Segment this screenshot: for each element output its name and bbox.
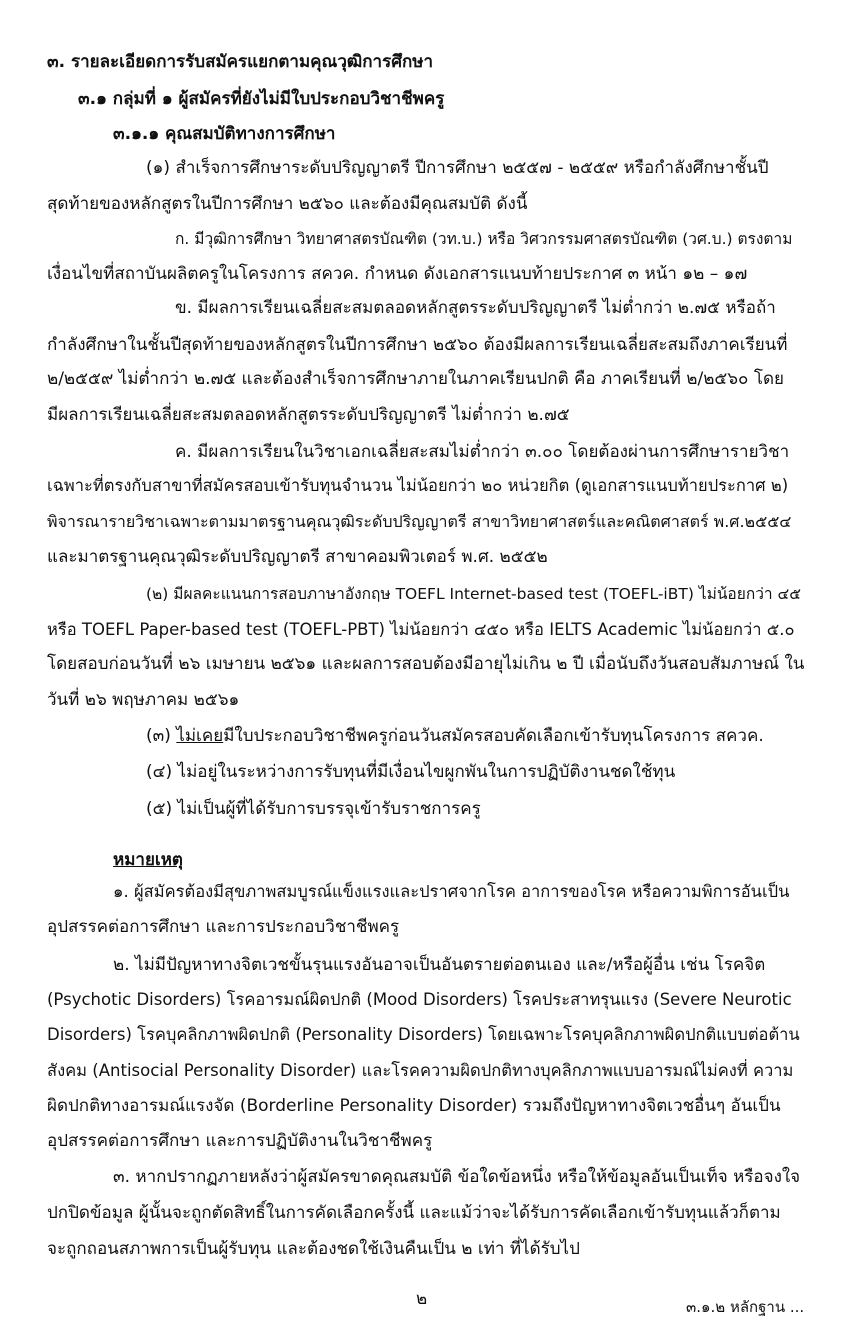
- note-2-line-6: อุปสรรคต่อการศึกษา และการปฏิบัติงานในวิชาชีพครู: [47, 1131, 433, 1151]
- item-3-number: (๓): [146, 726, 171, 746]
- note-1-line-1: ๑. ผู้สมัครต้องมีสุขภาพสมบูรณ์แข็งแรงและปราศจากโรค อาการของโรค หรือความพิการอันเป็น: [113, 882, 790, 901]
- page-number: ๒: [416, 1289, 428, 1309]
- section-heading-3: ๓. รายละเอียดการรับสมัครแยกตามคุณวุฒิการศึกษา: [47, 52, 434, 72]
- note-3-line-3: จะถูกถอนสภาพการเป็นผู้รับทุน และต้องชดใช้เงินคืนเป็น ๒ เท่า ที่ได้รับไป: [47, 1239, 580, 1259]
- item-2-line-4: วันที่ ๒๖ พฤษภาคม ๒๕๖๑: [47, 690, 240, 710]
- item-1-line-1: (๑) สำเร็จการศึกษาระดับปริญญาตรี ปีการศึกษา ๒๕๕๗ - ๒๕๕๙ หรือกำลังศึกษาชั้นปี: [146, 158, 769, 178]
- item-2-line-2: หรือ TOEFL Paper-based test (TOEFL-PBT) ไม่น้อยกว่า ๔๕๐ หรือ IELTS Academic ไม่น้อยกว่า ๕.๐: [47, 620, 795, 639]
- item-1b-line-2: กำลังศึกษาในชั้นปีสุดท้ายของหลักสูตรในปีการศึกษา ๒๕๖๐ ต้องมีผลการเรียนเฉลี่ยสะสมถึงภาคเรียนที่: [47, 335, 788, 355]
- item-3-underlined: ไม่เคย: [176, 726, 224, 746]
- item-2-line-1: (๒) มีผลคะแนนการสอบภาษาอังกฤษ TOEFL Internet-based test (TOEFL-iBT) ไม่น้อยกว่า ๔๕: [146, 585, 801, 603]
- item-2-line-3: โดยสอบก่อนวันที่ ๒๖ เมษายน ๒๕๖๑ และผลการสอบต้องมีอายุไม่เกิน ๒ ปี เมื่อนับถึงวันสอบสัมภาษณ์ ใน: [47, 654, 805, 674]
- item-3: [146, 724, 764, 748]
- note-2-line-1: ๒. ไม่มีปัญหาทางจิตเวชขั้นรุนแรงอันอาจเป็นอันตรายต่อตนเอง และ/หรือผู้อื่น เช่น โรคจิต: [113, 955, 766, 975]
- item-5: (๕) ไม่เป็นผู้ที่ได้รับการบรรจุเข้ารับราชการครู: [146, 799, 481, 819]
- note-2-line-3: Disorders) โรคบุคลิกภาพผิดปกติ (Personality Disorders) โดยเฉพาะโรคบุคลิกภาพผิดปกติแบบต่อต้าน: [47, 1025, 800, 1044]
- item-1-line-2: สุดท้ายของหลักสูตรในปีการศึกษา ๒๕๖๐ และต้องมีคุณสมบัติ ดังนี้: [47, 194, 528, 214]
- next-page-reference: ๓.๑.๒ หลักฐาน ...: [686, 1298, 805, 1316]
- note-2-line-4: สังคม (Antisocial Personality Disorder) และโรคความผิดปกติทางบุคลิกภาพแบบอารมณ์ไม่คงที่ ความ: [47, 1061, 794, 1080]
- section-heading-3-1: ๓.๑ กลุ่มที่ ๑ ผู้สมัครที่ยังไม่มีใบประกอบวิชาชีพครู: [78, 89, 445, 109]
- note-2-line-5: ผิดปกติทางอารมณ์แรงจัด (Borderline Personality Disorder) รวมถึงปัญหาทางจิตเวชอื่นๆ อันเป็น: [47, 1096, 781, 1116]
- item-1c-line-1: ค. มีผลการเรียนในวิชาเอกเฉลี่ยสะสมไม่ต่ำกว่า ๓.๐๐ โดยต้องผ่านการศึกษารายวิชา: [175, 442, 790, 462]
- item-1b-line-4: มีผลการเรียนเฉลี่ยสะสมตลอดหลักสูตรระดับปริญญาตรี ไม่ต่ำกว่า ๒.๗๕: [47, 405, 570, 425]
- note-2-line-2: (Psychotic Disorders) โรคอารมณ์ผิดปกติ (Mood Disorders) โรคประสาทรุนแรง (Severe Neurotic: [47, 990, 792, 1009]
- item-1c-line-3: พิจารณารายวิชาเฉพาะตามมาตรฐานคุณวุฒิระดับปริญญาตรี สาขาวิทยาศาสตร์และคณิตศาสตร์ พ.ศ.๒๕๕๔: [47, 512, 792, 531]
- item-1c-line-4: และมาตรฐานคุณวุฒิระดับปริญญาตรี สาขาคอมพิวเตอร์ พ.ศ. ๒๕๕๒: [47, 547, 548, 567]
- item-3-text: มีใบประกอบวิชาชีพครูก่อนวันสมัครสอบคัดเลือกเข้ารับทุนโครงการ สควค.: [223, 726, 764, 746]
- note-1-line-2: อุปสรรคต่อการศึกษา และการประกอบวิชาชีพครู: [47, 917, 400, 937]
- item-1a-line-2: เงื่อนไขที่สถาบันผลิตครูในโครงการ สควค. กำหนด ดังเอกสารแนบท้ายประกาศ ๓ หน้า ๑๒ – ๑๗: [47, 264, 748, 284]
- note-3-line-2: ปกปิดข้อมูล ผู้นั้นจะถูกตัดสิทธิ์ในการคัดเลือกครั้งนี้ และแม้ว่าจะได้รับการคัดเลือกเข้ารับทุนแล้วก็ตาม: [47, 1203, 781, 1223]
- item-1b-line-3: ๒/๒๕๕๙ ไม่ต่ำกว่า ๒.๗๕ และต้องสำเร็จการศึกษาภายในภาคเรียนปกติ คือ ภาคเรียนที่ ๒/๒๕๖๐ โดย: [47, 369, 784, 389]
- note-3-line-1: ๓. หากปรากฏภายหลังว่าผู้สมัครขาดคุณสมบัติ ข้อใดข้อหนึ่ง หรือให้ข้อมูลอันเป็นเท็จ หรือจงใจ: [113, 1167, 801, 1187]
- item-1b-line-1: ข. มีผลการเรียนเฉลี่ยสะสมตลอดหลักสูตรระดับปริญญาตรี ไม่ต่ำกว่า ๒.๗๕ หรือถ้า: [175, 298, 776, 318]
- section-heading-3-1-1: ๓.๑.๑ คุณสมบัติทางการศึกษา: [113, 124, 336, 144]
- item-1c-line-2: เฉพาะที่ตรงกับสาขาที่สมัครสอบเข้ารับทุนจำนวน ไม่น้อยกว่า ๒๐ หน่วยกิต (ดูเอกสารแนบท้ายประกาศ ๒): [47, 476, 789, 495]
- item-4: (๔) ไม่อยู่ในระหว่างการรับทุนที่มีเงื่อนไขผูกพันในการปฏิบัติงานชดใช้ทุน: [146, 762, 676, 782]
- note-heading: หมายเหตุ: [113, 850, 183, 870]
- item-1a-line-1: ก. มีวุฒิการศึกษา วิทยาศาสตรบัณฑิต (วท.บ.) หรือ วิศวกรรมศาสตรบัณฑิต (วศ.บ.) ตรงตาม: [175, 230, 793, 248]
